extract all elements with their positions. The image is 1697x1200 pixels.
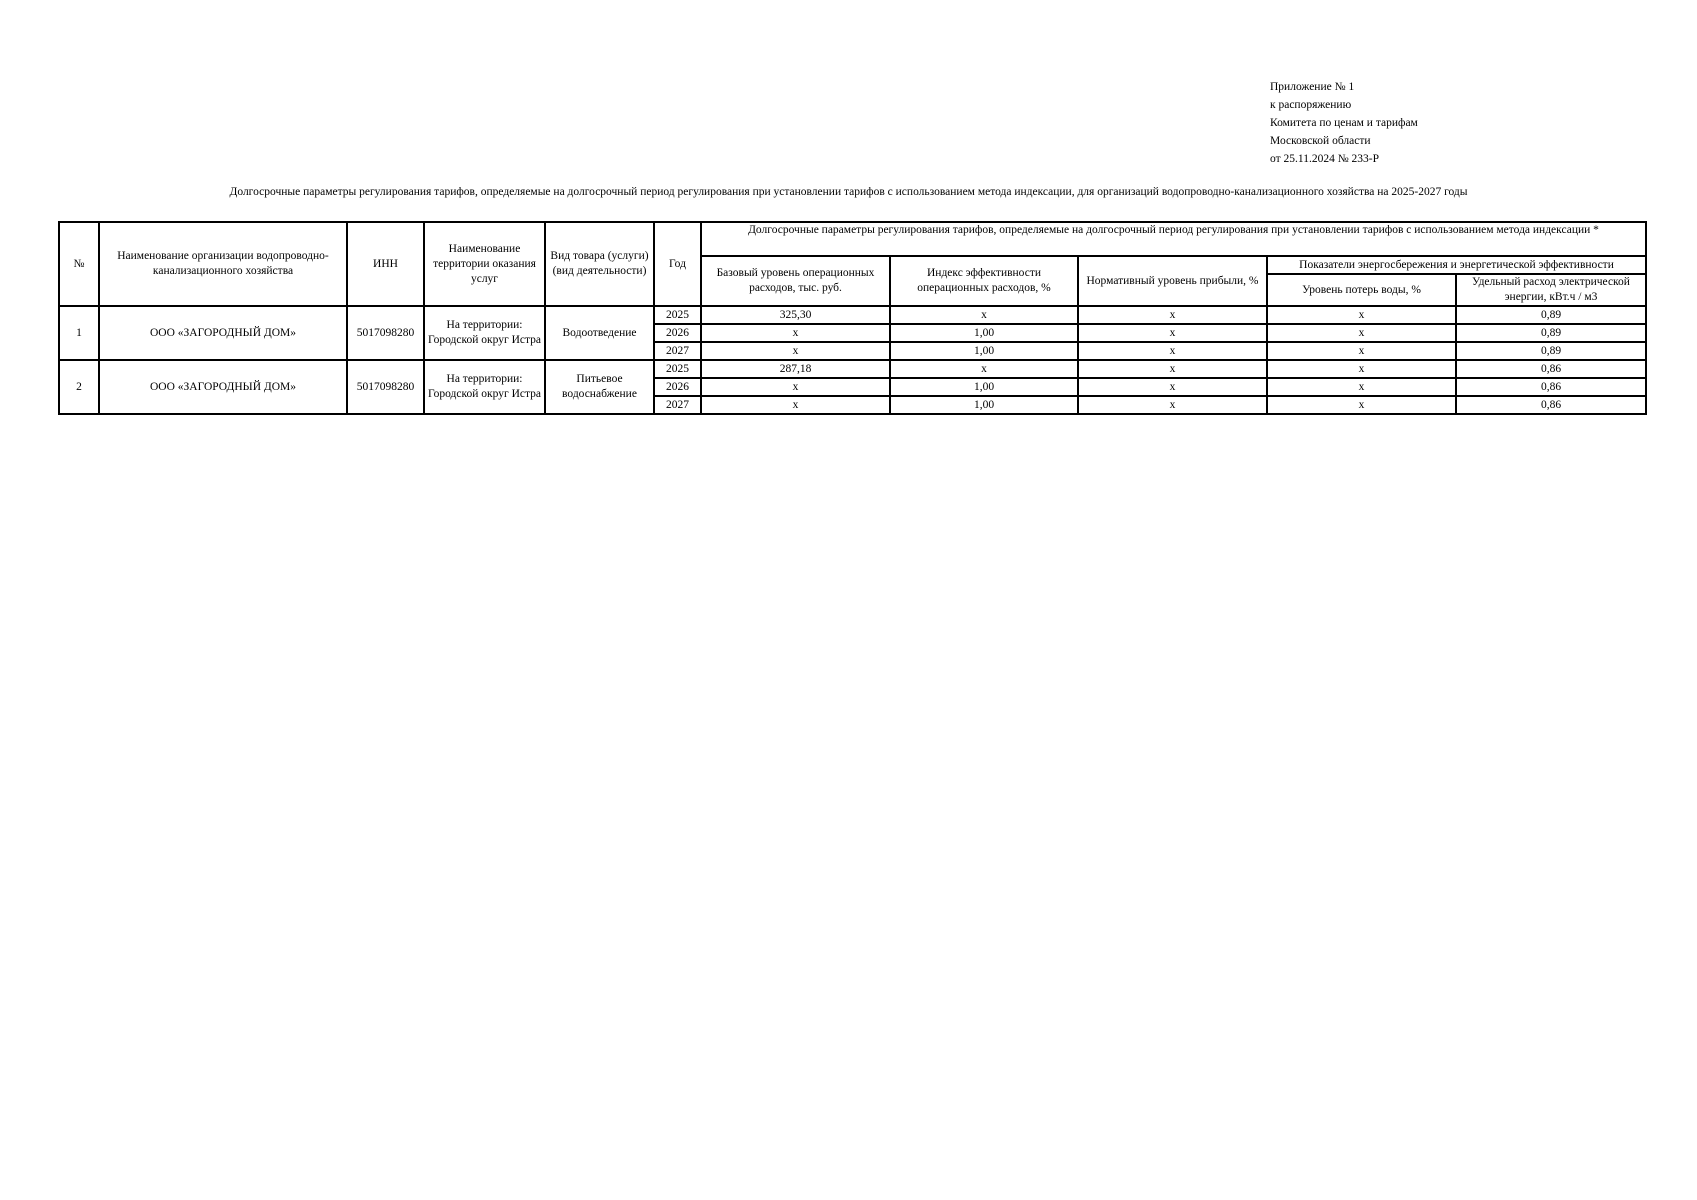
cell-electricity: 0,89 xyxy=(1456,342,1646,360)
cell-efficiency-index: x xyxy=(890,360,1078,378)
header-long-term-params: Долгосрочные параметры регулирования тарифов, определяемые на долгосрочный период регулирования при установлении тарифов с использованием метода индексации * xyxy=(701,222,1646,256)
cell-territory: На территории: Городской округ Истра xyxy=(424,306,545,360)
cell-efficiency-index: 1,00 xyxy=(890,342,1078,360)
appendix-line: Приложение № 1 xyxy=(1270,81,1355,93)
appendix-block xyxy=(1270,78,1418,168)
cell-profit-level: x xyxy=(1078,342,1267,360)
appendix-line: Московской области xyxy=(1270,135,1371,147)
cell-water-losses: x xyxy=(1267,378,1456,396)
header-energy-indicators: Показатели энергосбережения и энергетической эффективности xyxy=(1267,256,1646,274)
cell-efficiency-index: x xyxy=(890,306,1078,324)
header-territory: Наименование территории оказания услуг xyxy=(424,222,545,306)
cell-water-losses: x xyxy=(1267,342,1456,360)
cell-efficiency-index: 1,00 xyxy=(890,396,1078,414)
cell-efficiency-index: 1,00 xyxy=(890,324,1078,342)
header-org-name: Наименование организации водопроводно-канализационного хозяйства xyxy=(99,222,347,306)
cell-year: 2026 xyxy=(654,378,701,396)
cell-electricity: 0,86 xyxy=(1456,360,1646,378)
header-electricity: Удельный расход электрической энергии, кВт.ч / м3 xyxy=(1456,274,1646,306)
cell-profit-level: x xyxy=(1078,360,1267,378)
cell-water-losses: x xyxy=(1267,396,1456,414)
appendix-line: Комитета по ценам и тарифам xyxy=(1270,117,1418,129)
cell-base-level: 287,18 xyxy=(701,360,890,378)
header-profit-level: Нормативный уровень прибыли, % xyxy=(1078,256,1267,306)
cell-electricity: 0,89 xyxy=(1456,306,1646,324)
cell-inn: 5017098280 xyxy=(347,306,424,360)
table-row xyxy=(59,306,1646,324)
header-num: № xyxy=(59,222,99,306)
header-inn: ИНН xyxy=(347,222,424,306)
cell-org-name: ООО «ЗАГОРОДНЫЙ ДОМ» xyxy=(99,306,347,360)
cell-profit-level: x xyxy=(1078,396,1267,414)
cell-efficiency-index: 1,00 xyxy=(890,378,1078,396)
cell-inn: 5017098280 xyxy=(347,360,424,414)
cell-year: 2027 xyxy=(654,342,701,360)
header-base-level: Базовый уровень операционных расходов, тыс. руб. xyxy=(701,256,890,306)
cell-base-level: x xyxy=(701,342,890,360)
cell-org-name: ООО «ЗАГОРОДНЫЙ ДОМ» xyxy=(99,360,347,414)
cell-profit-level: x xyxy=(1078,378,1267,396)
document-title: Долгосрочные параметры регулирования тарифов, определяемые на долгосрочный период регулирования при установлении тарифов с использованием метода индексации, для организаций водопроводно-канализационного хозяйства на 2025-2027 годы xyxy=(229,186,1468,198)
cell-year: 2026 xyxy=(654,324,701,342)
cell-water-losses: x xyxy=(1267,360,1456,378)
tariff-parameters-table xyxy=(58,221,1647,415)
cell-year: 2025 xyxy=(654,360,701,378)
cell-electricity: 0,86 xyxy=(1456,378,1646,396)
cell-product: Водоотведение xyxy=(545,306,654,360)
cell-base-level: x xyxy=(701,378,890,396)
cell-water-losses: x xyxy=(1267,324,1456,342)
cell-electricity: 0,86 xyxy=(1456,396,1646,414)
table-row xyxy=(59,360,1646,378)
cell-profit-level: x xyxy=(1078,306,1267,324)
header-year: Год xyxy=(654,222,701,306)
appendix-line: от 25.11.2024 № 233-Р xyxy=(1270,153,1380,165)
cell-territory: На территории: Городской округ Истра xyxy=(424,360,545,414)
cell-product: Питьевое водоснабжение xyxy=(545,360,654,414)
header-efficiency-index: Индекс эффективности операционных расходов, % xyxy=(890,256,1078,306)
header-product: Вид товара (услуги) (вид деятельности) xyxy=(545,222,654,306)
cell-water-losses: x xyxy=(1267,306,1456,324)
appendix-line: к распоряжению xyxy=(1270,99,1352,111)
cell-base-level: x xyxy=(701,324,890,342)
cell-electricity: 0,89 xyxy=(1456,324,1646,342)
cell-year: 2027 xyxy=(654,396,701,414)
cell-num: 2 xyxy=(59,360,99,414)
cell-year: 2025 xyxy=(654,306,701,324)
cell-base-level: x xyxy=(701,396,890,414)
cell-base-level: 325,30 xyxy=(701,306,890,324)
cell-num: 1 xyxy=(59,306,99,360)
cell-profit-level: x xyxy=(1078,324,1267,342)
header-water-losses: Уровень потерь воды, % xyxy=(1267,274,1456,306)
